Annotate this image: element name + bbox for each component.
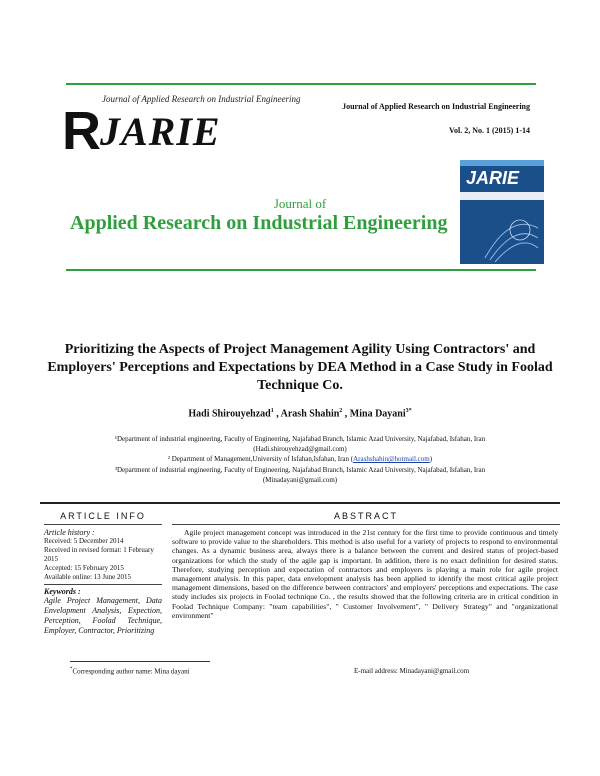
affiliation-1 (40, 434, 560, 454)
header-volume: Vol. 2, No. 1 (2015) 1-14 (448, 126, 530, 135)
history-item: Accepted: 15 February 2015 (44, 564, 124, 572)
affiliation-2 (40, 454, 560, 464)
author-sup: 3* (405, 408, 412, 414)
paper-title: Prioritizing the Aspects of Project Management Agility Using Contractors' and Employers' Perceptions and Expectations by DEA Method in a Case Study in Foolad Technique Co. (47, 342, 553, 393)
footnote-rule (70, 661, 210, 662)
affiliation-text: ³Department of industrial engineering, Faculty of Engineering, Najafabad Branch, Islamic Azad University, Najafabad, Isfahan, Iran (114, 466, 486, 474)
history-item: Available online: 13 June 2015 (44, 573, 131, 581)
banner-journal-name: Applied Research on Industrial Engineering (70, 212, 448, 234)
corresponding-text: Corresponding author name: Mina dayani (72, 667, 190, 676)
banner-journal-of: Journal of (273, 196, 327, 211)
abstract-text: Agile project management concept was introduced in the 21st century for the first time to provide continuous and timely software to provide value to the shareholders. This method is also useful for a variety of projects to respond to environmental changes. As a dynamic business area, always there is a balance between the current and desired status of project-based organizations for which the study of the agile gap is important. In addition, there is no exact definition for desired status. Therefore, studying perception and expectation of contractors and employers is playing a main role for agile project management analysis. In this paper, data envelopment analysis has been applied to identify the most critical agile project management dimensions, based on the difference between contractors' and employers' perceptions and expectations. The case study includes six projects in Foolad technique Co. , the results showed that the following criteria are in critical condition in Foolad Technique Company: "team capabilities", " Customer Involvement", " Delivery Strategy" and "organizational environment" (172, 528, 558, 620)
abstract-head-rule (172, 524, 560, 525)
cover-title: JARIE (466, 168, 520, 188)
info-divider (44, 584, 162, 585)
cover-strip (460, 160, 544, 166)
journal-cover-image (460, 160, 544, 264)
keywords-text: Agile Project Management, Data Envelopment Analysis, Expection, Perception, Foolad Technique, Employer, Contractor, Prioritizing (44, 596, 162, 635)
author-name: Hadi Shirouyehzad (188, 408, 271, 420)
history-label: Article history : (44, 528, 95, 537)
info-head-rule (44, 524, 162, 525)
cover-graphic (480, 208, 540, 262)
logo-subtitle: Journal of Applied Research on Industrial Engineering (102, 94, 301, 104)
history-item: Received: 5 December 2014 (44, 537, 124, 545)
abstract-heading: ABSTRACT (333, 511, 398, 521)
footnote-mark: * (70, 667, 73, 672)
header-journal-name: Journal of Applied Research on Industrial Engineering (342, 102, 530, 111)
affiliation-text: ² Department of Management,University of Isfahan,Isfahan, Iran ( (167, 455, 354, 463)
banner-bottom-rule (66, 269, 536, 271)
author-sup: 1 (270, 408, 274, 414)
author-name: , Mina Dayani (344, 408, 406, 420)
article-info-box (44, 528, 162, 636)
affiliation-3 (40, 465, 560, 485)
author-name: , Arash Shahin (276, 408, 340, 420)
journal-logo (62, 94, 301, 161)
affiliation-suffix: ) (429, 455, 433, 463)
author-list (0, 408, 600, 419)
logo-r-mark: R (62, 101, 101, 161)
logo-wordmark: JARIE (100, 109, 221, 154)
section-top-rule (40, 502, 560, 504)
article-info-heading: ARTICLE INFO (60, 511, 146, 521)
affiliation-email-link[interactable]: Arashshahin@hotmail.com (353, 455, 430, 463)
keywords-label: Keywords : (44, 587, 81, 596)
footer-email: E-mail address: Minadayani@gmail.com (354, 667, 470, 675)
affiliation-text: ¹Department of industrial engineering, Faculty of Engineering, Najafabad Branch, Islamic Azad University, Najafabad, Isfahan, Iran (114, 435, 486, 443)
author-sup: 2 (339, 408, 343, 414)
header-top-rule (66, 83, 536, 85)
corresponding-author (70, 667, 190, 675)
affiliation-email: (Hadi.shirouyehzad@gmail.com) (253, 445, 347, 453)
affiliation-email: (Minadayani@gmail.com) (262, 476, 338, 484)
history-item: Received in revised format: 1 February 2015 (44, 546, 154, 563)
